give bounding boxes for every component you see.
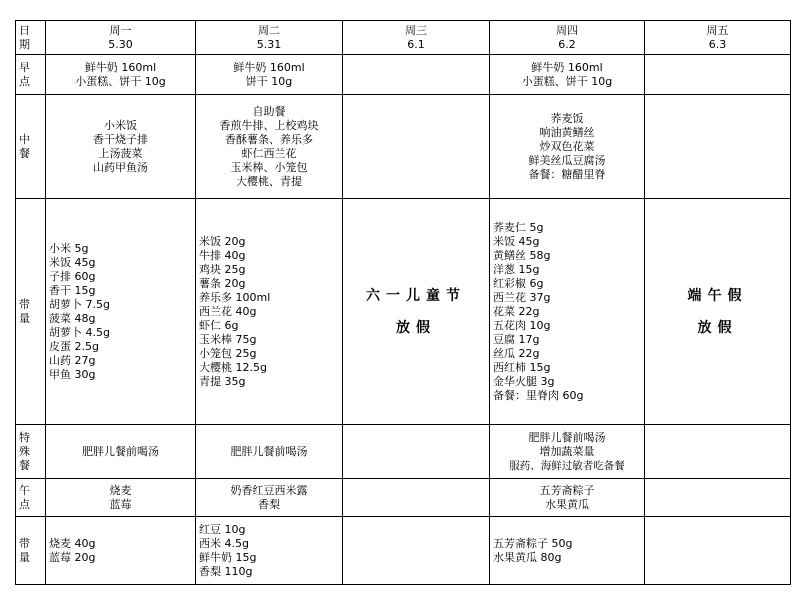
row-label-char: 点: [19, 497, 30, 511]
date-label: [16, 21, 46, 55]
menu-line: 五芳斋粽子: [539, 483, 595, 497]
menu-line: 小蛋糕、饼干 10g: [521, 74, 613, 88]
day-date: 6.1: [407, 37, 425, 51]
portion-item: 西兰花 37g: [493, 290, 551, 304]
portion-item: 鸡块 25g: [199, 262, 246, 276]
day-name: 周四: [556, 23, 578, 37]
menu-line: 炒双色花菜: [539, 139, 595, 153]
snack-portions-wed: [343, 517, 490, 585]
snack-label: [16, 479, 46, 517]
day-header-tue: [196, 21, 343, 55]
holiday-fri: [645, 199, 791, 425]
portion-item: 西米 4.5g: [199, 536, 249, 550]
menu-line: 大樱桃、青提: [236, 174, 302, 188]
day-date: 5.30: [108, 37, 133, 51]
portion-item: 甲鱼 30g: [49, 367, 96, 381]
menu-line: 肥胖儿餐前喝汤: [82, 444, 159, 458]
day-header-fri: [645, 21, 791, 55]
portion-item: 五芳斋粽子 50g: [493, 536, 573, 550]
breakfast-thu: [490, 55, 645, 95]
lunch-row: [16, 95, 791, 199]
day-header-thu: [490, 21, 645, 55]
lunch-portions-row: [16, 199, 791, 425]
portion-item: 香梨 110g: [199, 564, 253, 578]
snack-thu: [490, 479, 645, 517]
special-row: [16, 425, 791, 479]
date-label-char: 日: [19, 23, 30, 37]
portion-item: 西红柿 15g: [493, 360, 551, 374]
row-label-char: 点: [19, 74, 30, 88]
menu-line: 小米饭: [104, 118, 137, 132]
lunch-mon: [46, 95, 196, 199]
portion-item: 五花肉 10g: [493, 318, 551, 332]
weekly-menu-table: [15, 20, 791, 585]
snack-portions-row: [16, 517, 791, 585]
lunch-portions-thu: [490, 199, 645, 425]
snack-mon: [46, 479, 196, 517]
row-label-char: 量: [19, 550, 30, 564]
portion-item: 养乐多 100ml: [199, 290, 271, 304]
day-name: 周二: [258, 23, 280, 37]
portion-item: 洋葱 15g: [493, 262, 540, 276]
menu-line: 自助餐: [252, 104, 286, 118]
menu-line: 香干烧子排: [93, 132, 148, 146]
portion-item: 花菜 22g: [493, 304, 540, 318]
menu-line: 小蛋糕、饼干 10g: [75, 74, 166, 88]
lunch-fri: [645, 95, 791, 199]
day-date: 6.3: [708, 37, 727, 51]
holiday-note: 放假: [697, 319, 738, 336]
day-header-wed: [343, 21, 490, 55]
menu-line: 上汤菠菜: [98, 146, 143, 160]
lunch-portions-label: [16, 199, 46, 425]
portion-item: 备餐：里脊肉 60g: [493, 388, 584, 402]
day-name: 周三: [405, 23, 427, 37]
row-label-char: 餐: [19, 458, 30, 472]
lunch-portions-tue: [196, 199, 343, 425]
portion-item: 豆腐 17g: [493, 332, 540, 346]
portion-item: 薯条 20g: [199, 276, 246, 290]
date-label-char: 期: [19, 37, 30, 51]
menu-line: 香梨: [258, 497, 280, 511]
special-tue: [196, 425, 343, 479]
portion-item: 米饭 20g: [199, 234, 246, 248]
portion-item: 西兰花 40g: [199, 304, 257, 318]
portion-item: 米饭 45g: [493, 234, 540, 248]
day-name: 周五: [706, 23, 729, 37]
menu-line: 荞麦饭: [550, 111, 584, 125]
snack-portions-thu: [490, 517, 645, 585]
snack-wed: [343, 479, 490, 517]
special-wed: [343, 425, 490, 479]
holiday-note: 放假: [396, 319, 436, 336]
portion-item: 玉米棒 75g: [199, 332, 257, 346]
portion-item: 菠菜 48g: [49, 311, 96, 325]
breakfast-label: [16, 55, 46, 95]
row-label-char: 特: [19, 430, 30, 444]
snack-row: [16, 479, 791, 517]
holiday-title: 六一儿童节: [366, 287, 466, 304]
portion-item: 皮蛋 2.5g: [49, 339, 99, 353]
menu-line: 鲜牛奶 160ml: [531, 60, 603, 74]
portion-item: 大樱桃 12.5g: [199, 360, 267, 374]
menu-line: 鲜牛奶 160ml: [84, 60, 157, 74]
portion-item: 烧麦 40g: [49, 536, 96, 550]
portion-item: 子排 60g: [49, 269, 96, 283]
menu-line: 蓝莓: [109, 497, 132, 511]
snack-tue: [196, 479, 343, 517]
portion-item: 小笼包 25g: [199, 346, 257, 360]
portion-item: 金华火腿 3g: [493, 374, 555, 388]
menu-line: 鲜牛奶 160ml: [233, 60, 305, 74]
portion-item: 香干 15g: [49, 283, 96, 297]
holiday-title: 端午假: [687, 287, 748, 304]
snack-portions-fri: [645, 517, 791, 585]
row-label-char: 早: [19, 60, 30, 74]
menu-line: 肥胖儿餐前喝汤: [230, 444, 308, 458]
portion-item: 小米 5g: [49, 241, 89, 255]
menu-line: 香煎牛排、上校鸡块: [219, 118, 319, 132]
snack-fri: [645, 479, 791, 517]
menu-line: 备餐：糖醋里脊: [528, 167, 606, 181]
lunch-label: [16, 95, 46, 199]
portion-item: 鲜牛奶 15g: [199, 550, 257, 564]
menu-line: 肥胖儿餐前喝汤: [528, 430, 606, 444]
menu-line: 玉米棒、小笼包: [230, 160, 308, 174]
menu-line: 增加蔬菜量: [539, 444, 595, 458]
holiday-wed: [343, 199, 490, 425]
portion-item: 青提 35g: [199, 374, 246, 388]
portion-item: 山药 27g: [49, 353, 96, 367]
breakfast-row: [16, 55, 791, 95]
menu-line: 响油黄鳝丝: [539, 125, 595, 139]
special-label: [16, 425, 46, 479]
snack-portions-mon: [46, 517, 196, 585]
menu-line: 饼干 10g: [245, 74, 293, 88]
row-label-char: 带: [19, 536, 30, 550]
lunch-tue: [196, 95, 343, 199]
menu-line: 奶香红豆西米露: [230, 483, 308, 497]
menu-line: 山药甲鱼汤: [93, 160, 148, 174]
breakfast-fri: [645, 55, 791, 95]
menu-line: 烧麦: [109, 483, 132, 497]
portion-item: 水果黄瓜 80g: [493, 550, 562, 564]
menu-line: 鲜美丝瓜豆腐汤: [528, 153, 606, 167]
day-name: 周一: [109, 23, 132, 37]
row-label-char: 餐: [19, 146, 30, 160]
portion-item: 荞麦仁 5g: [493, 220, 544, 234]
row-label-char: 中: [19, 132, 30, 146]
special-mon: [46, 425, 196, 479]
breakfast-wed: [343, 55, 490, 95]
header-row: [16, 21, 791, 55]
menu-line: 香酥薯条、养乐多: [225, 132, 313, 146]
day-date: 5.31: [256, 37, 282, 51]
row-label-char: 量: [19, 311, 30, 325]
lunch-thu: [490, 95, 645, 199]
portion-item: 牛排 40g: [199, 248, 246, 262]
portion-item: 红彩椒 6g: [493, 276, 544, 290]
portion-item: 虾仁 6g: [199, 318, 239, 332]
special-thu: [490, 425, 645, 479]
breakfast-mon: [46, 55, 196, 95]
row-label-char: 殊: [19, 444, 30, 458]
day-header-mon: [46, 21, 196, 55]
snack-portions-tue: [196, 517, 343, 585]
row-label-char: 带: [19, 297, 30, 311]
breakfast-tue: [196, 55, 343, 95]
special-fri: [645, 425, 791, 479]
portion-item: 胡萝卜 7.5g: [49, 297, 110, 311]
portion-item: 蓝莓 20g: [49, 550, 96, 564]
menu-line: 水果黄瓜: [545, 497, 589, 511]
portion-item: 胡萝卜 4.5g: [49, 325, 110, 339]
portion-item: 黄鳝丝 58g: [493, 248, 551, 262]
portion-item: 红豆 10g: [199, 522, 246, 536]
lunch-wed: [343, 95, 490, 199]
portion-item: 丝瓜 22g: [493, 346, 540, 360]
row-label-char: 午: [19, 483, 30, 497]
lunch-portions-mon: [46, 199, 196, 425]
day-date: 6.2: [558, 37, 576, 51]
portion-item: 米饭 45g: [49, 255, 96, 269]
menu-line: 虾仁西兰花: [241, 146, 297, 160]
snack-portions-label: [16, 517, 46, 585]
menu-line: 服药、海鲜过敏者吃备餐: [509, 459, 625, 472]
